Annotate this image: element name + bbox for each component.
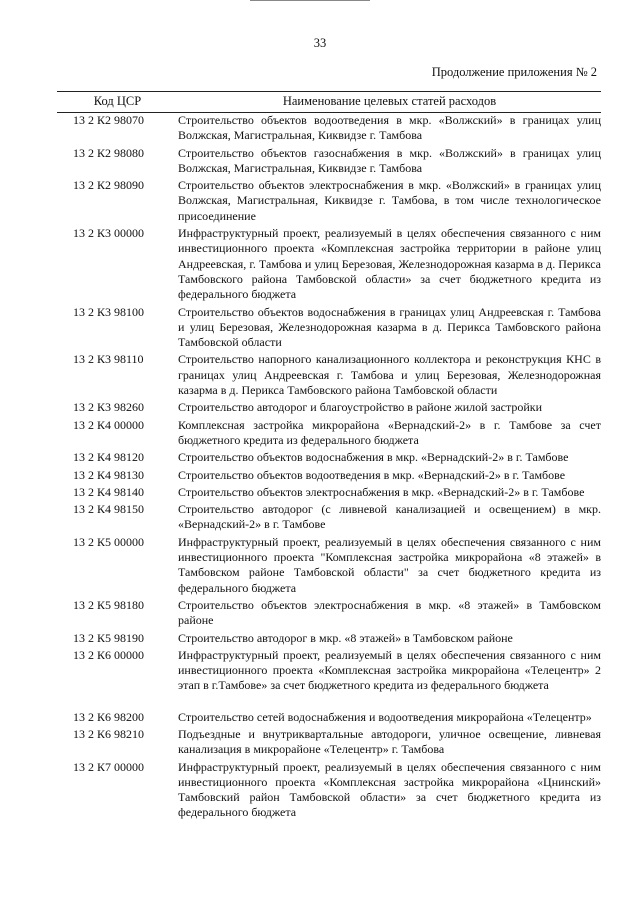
row-name: Строительство автодорог и благоустройство в районе жилой застройки [178,400,543,415]
table-row [57,113,601,146]
row-name: Строительство автодорог в мкр. «8 этажей» в Тамбовском районе [178,630,513,645]
table-row [57,760,601,823]
table-row [57,648,601,710]
row-code: 13 2 К4 98130 [73,467,145,482]
row-name: Строительство объектов газоснабжения в мкр. «Волжский» в границах улиц Волжская, Магистральная, Киквидзе г. Тамбова [178,145,601,175]
table-row [57,502,601,535]
row-name: Строительство объектов водоотведения в мкр. «Волжский» в границах улиц Волжская, Магистральная, Киквидзе г. Тамбова [178,113,601,143]
row-code: 13 2 К3 98110 [73,352,144,367]
row-name: Строительство объектов водоотведения в мкр. «Вернадский-2» в г. Тамбове [178,467,566,482]
row-name: Строительство сетей водоснабжения и водоотведения микрорайона «Телецентр» [178,709,592,724]
row-name: Строительство автодорог (с ливневой канализацией и освещением) в мкр. «Вернадский-2» в г. Тамбове [178,502,601,532]
row-code: 13 2 К5 98180 [73,597,145,612]
row-name: Строительство объектов водоснабжения в границах улиц Андреевская г. Тамбова и улиц Березовая, Железнодорожная казарма в д. Перикса Тамбовского района Тамбовской области [178,304,601,350]
table-row [57,305,601,353]
row-code: 13 2 К2 98090 [73,178,145,193]
row-code: 13 2 К3 00000 [73,226,145,241]
row-name: Подъездные и внутриквартальные автодороги, уличное освещение, ливневая канализация в микрорайоне «Телецентр» г. Тамбова [178,726,601,757]
row-code: 13 2 К4 98150 [73,502,145,517]
table-row [57,598,601,631]
row-name: Инфраструктурный проект, реализуемый в целях обеспечения связанного с ним инвестиционного проекта «Комплексная застройка микрорайона «Телецентр» 2 этап в г.Тамбове» за счет бюджетного кредита из федерального бюджета [178,647,601,693]
table-row [57,727,601,760]
table-row [57,485,601,502]
page-number: 33 [313,36,327,50]
row-code: 13 2 К4 98120 [73,450,145,465]
row-code: 13 2 К2 98080 [73,145,145,160]
row-code: 13 2 К7 00000 [73,759,145,774]
table-row [57,226,601,304]
header-code: Код ЦСР [57,92,178,113]
row-name: Инфраструктурный проект, реализуемый в целях обеспечения связанного с ним инвестиционного проекта «Комплексная застройка территории в районе улиц Андреевская, г. Тамбова и улиц Березовая, Железнодорожная казарма в д. Перикса Тамбовского района Тамбовской области» за счет бюджетного кредита из федерального бюджета [178,226,601,302]
table-row [57,450,601,467]
table-row [57,400,601,417]
row-code: 13 2 К3 98100 [73,304,145,319]
continuation-caption: Продолжение приложения № 2 [431,65,597,79]
row-code: 13 2 К2 98070 [73,113,145,127]
header-name: Наименование целевых статей расходов [178,92,601,113]
table-row [57,418,601,451]
row-code: 13 2 К6 98210 [73,726,145,741]
row-name: Строительство объектов водоснабжения в мкр. «Вернадский-2» в г. Тамбове [178,450,569,465]
row-code: 13 2 К6 00000 [73,647,145,662]
row-name: Строительство объектов электроснабжения в мкр. «Вернадский-2» в г. Тамбове [178,484,585,499]
row-name: Строительство объектов электроснабжения в мкр. «Волжский» в границах улиц Волжская, Магистральная, Киквидзе г. Тамбова, в том числе технологическое присоединение [178,178,601,223]
table-header-row [57,92,601,113]
table-row [57,146,601,179]
row-name: Строительство объектов электроснабжения в мкр. «8 этажей» в Тамбовском районе [178,597,601,628]
row-name: Строительство напорного канализационного коллектора и реконструкция КНС в границах улиц Андреевская г. Тамбова и улиц Березовая, Железнодорожная казарма в д. Перикса Тамбовского района Тамбовской области [178,352,601,398]
table-row [57,631,601,648]
budget-codes-table [57,91,601,823]
table-row [57,710,601,727]
row-name: Инфраструктурный проект, реализуемый в целях обеспечения связанного с ним инвестиционного проекта "Комплексная застройка микрорайона «8 этажей» в Тамбовском районе Тамбовской области" за счет бюджетного кредита из федерального бюджета [178,534,601,595]
row-name: Инфраструктурный проект, реализуемый в целях обеспечения связанного с ним инвестиционного проекта «Комплексная застройка микрорайона «Цнинский» Тамбовский район Тамбовской области» за счет бюджетного кредита из федерального бюджета [178,759,601,820]
row-code: 13 2 К3 98260 [73,400,145,415]
row-name: Комплексная застройка микрорайона «Вернадский-2» в г. Тамбове за счет бюджетного кредита из федерального бюджета [178,417,601,447]
table-row [57,468,601,485]
top-rule [250,0,370,1]
row-code: 13 2 К4 00000 [73,417,145,432]
row-code: 13 2 К5 98190 [73,630,145,645]
table-row [57,535,601,598]
row-code: 13 2 К6 98200 [73,709,145,724]
row-code: 13 2 К5 00000 [73,534,145,549]
table-row [57,178,601,226]
row-code: 13 2 К4 98140 [73,484,145,499]
table-row [57,352,601,400]
